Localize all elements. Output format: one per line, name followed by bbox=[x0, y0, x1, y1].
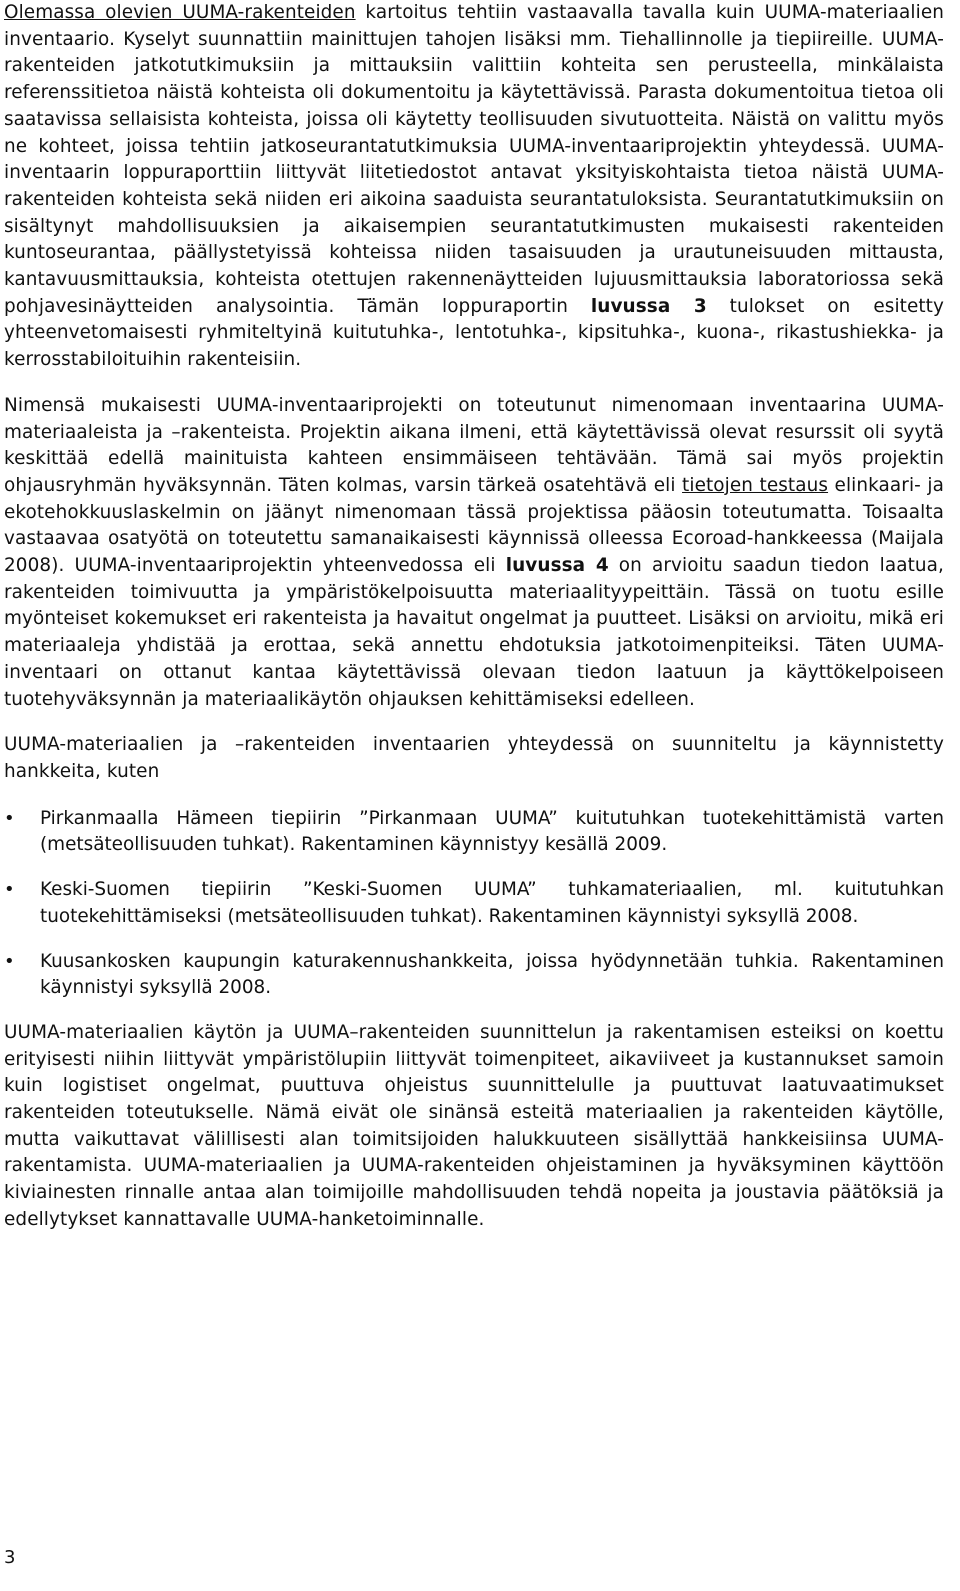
paragraph-project-summary bbox=[4, 393, 944, 713]
list-item-text: Pirkanmaalla Hämeen tiepiirin ”Pirkanmaan UUMA” kuitutuhkan tuotekehittämistä varten (metsäteollisuuden tuhkat). Rakentaminen käynnistyy kesällä 2009. bbox=[40, 807, 944, 856]
paragraph-projects-intro bbox=[4, 732, 944, 785]
page-number: 3 bbox=[4, 1547, 16, 1568]
paragraph-text: elinkaari- ja ekotehokkuuslaskelmin on jäänyt nimenomaan tässä projektissa pääosin toteutumatta. Toisaalta vastaavaa osatyötä on toteutettu samanaikaisesti käynnissä olleessa Ecoroad-hankkeessa (Maijala 2008). UUMA-inventaariprojektin yhteenvedossa eli bbox=[4, 474, 944, 577]
chapter-reference-4: luvussa 4 bbox=[505, 555, 609, 577]
paragraph-text: UUMA-materiaalien käytön ja UUMA–rakenteiden suunnittelun ja rakentamisen esteiksi on koettu erityisesti niihin liittyvät ympäristölupiin liittyvät toimenpiteet, aikaviiveet ja kustannukset samoin kuin logistiset ongelmat, puuttuva ohjeistus suunnittelulle ja puuttuvat laatuvaatimukset rakenteiden toteutukselle. Nämä eivät ole sinänsä esteitä materiaalien ja rakenteiden käytölle, mutta vaikuttavat välillisesti alan toimitsijoiden halukkuuteen sisällyttää hankkeisiinsa UUMA-rakentamista. UUMA-materiaalien ja UUMA-rakenteiden ohjeistaminen ja hyväksyminen käyttöön kiviainesten rinnalle antaa alan toimijoille mahdollisuuden tehdä nopeita ja joustavia päätöksiä ja edellytykset kannattavalle UUMA-hanketoiminnalle. bbox=[4, 1021, 944, 1230]
link-data-testing[interactable]: tietojen testaus bbox=[682, 474, 829, 496]
chapter-reference-3: luvussa 3 bbox=[590, 295, 707, 317]
bullet-icon: • bbox=[4, 950, 15, 972]
paragraph-text: UUMA-materiaalien ja –rakenteiden inventaarien yhteydessä on suunniteltu ja käynnistetty hankkeita, kuten bbox=[4, 734, 944, 782]
paragraph-text: Nimensä mukaisesti UUMA-inventaariprojekti on toteutunut nimenomaan inventaarina UUMA-materiaaleista ja –rakenteista. Projektin aikana ilmeni, että käytettävissä olevat resurssit oli syytä keskittää edellä mainituista kahteen ensimmäiseen tehtävään. Tämä sai myös projektin ohjausryhmän hyväksynnän. Täten kolmas, varsin tärkeä osatehtävä eli bbox=[4, 394, 944, 496]
bullet-icon: • bbox=[4, 807, 15, 829]
link-existing-uuma-structures[interactable]: Olemassa olevien UUMA-rakenteiden bbox=[4, 2, 356, 23]
list-item bbox=[4, 877, 944, 930]
list-item bbox=[4, 949, 944, 1002]
project-list bbox=[4, 806, 944, 1002]
list-item bbox=[4, 806, 944, 859]
document-page bbox=[4, 0, 944, 1253]
list-item-text: Keski-Suomen tiepiirin ”Keski-Suomen UUMA” tuhkamateriaalien, ml. kuitutuhkan tuotekehittämiseksi (metsäteollisuuden tuhkat). Rakentaminen käynnistyi syksyllä 2008. bbox=[40, 879, 944, 927]
paragraph-inventory-survey bbox=[4, 0, 944, 374]
paragraph-text: kartoitus tehtiin vastaavalla tavalla kuin UUMA-materiaalien inventaario. Kyselyt suunnattiin mainittujen tahojen lisäksi mm. Tiehallinnolle ja tiepiireille. UUMA-rakenteiden jatkotutkimuksiin ja mittauksiin valittiin kohteita sen perusteella, minkälaista referenssitietoa näistä kohteista oli dokumentoitu ja käytettävissä. Parasta dokumentoitua tietoa oli saatavissa sellaisista kohteista, joissa oli käytetty teollisuuden sivutuotteita. Näistä on valittu myös ne kohteet, joissa tehtiin jatkoseurantatutkimuksia UUMA-inventaariprojektin yhteydessä. UUMA-inventaarin loppuraporttiin liittyvät liitetiedostot antavat yksityiskohtaista tietoa näistä UUMA-rakenteiden kohteista sekä niiden eri aikoina saaduista seurantatuloksista. Seurantatutkimuksiin on sisältynyt mahdollisuuksien ja aikaisempien seurantatutkimusten mukaisesti rakenteiden kuntoseurantaa, päällystetyissä kohteissa niiden tasaisuuden ja urautuneisuuden mittausta, kantavuusmittauksia, kohteista otettujen rakennenäytteiden lujuusmittauksia laboratoriossa sekä pohjavesinäytteiden analysointia. Tämän loppuraportin bbox=[4, 2, 944, 317]
paragraph-obstacles bbox=[4, 1020, 944, 1234]
bullet-icon: • bbox=[4, 879, 15, 901]
list-item-text: Kuusankosken kaupungin katurakennushankkeita, joissa hyödynnetään tuhkia. Rakentaminen käynnistyi syksyllä 2008. bbox=[40, 950, 944, 999]
paragraph-text: tulokset on esitetty yhteenvetomaisesti ryhmiteltyinä kuitutuhka-, lentotuhka-, kipsituhka-, kuona-, rikastushiekka- ja kerrosstabiloituihin rakenteisiin. bbox=[4, 295, 944, 371]
paragraph-text: on arvioitu saadun tiedon laatua, rakenteiden toimivuutta ja ympäristökelpoisuutta materiaalityypeittäin. Tässä on tuotu esille myönteiset kokemukset eri rakenteista ja havaitut ongelmat ja puutteet. Lisäksi on arvioitu, mikä eri materiaaleja yhdistää ja erottaa, sekä annettu ehdotuksia jatkotoimenpiteiksi. Täten UUMA-inventaari on ottanut kantaa käytettävissä olevaan tiedon laatuun ja käyttökelpoiseen tuotehyväksynnän ja materiaalikäytön ohjauksen kehittämiseksi edelleen. bbox=[4, 555, 944, 710]
